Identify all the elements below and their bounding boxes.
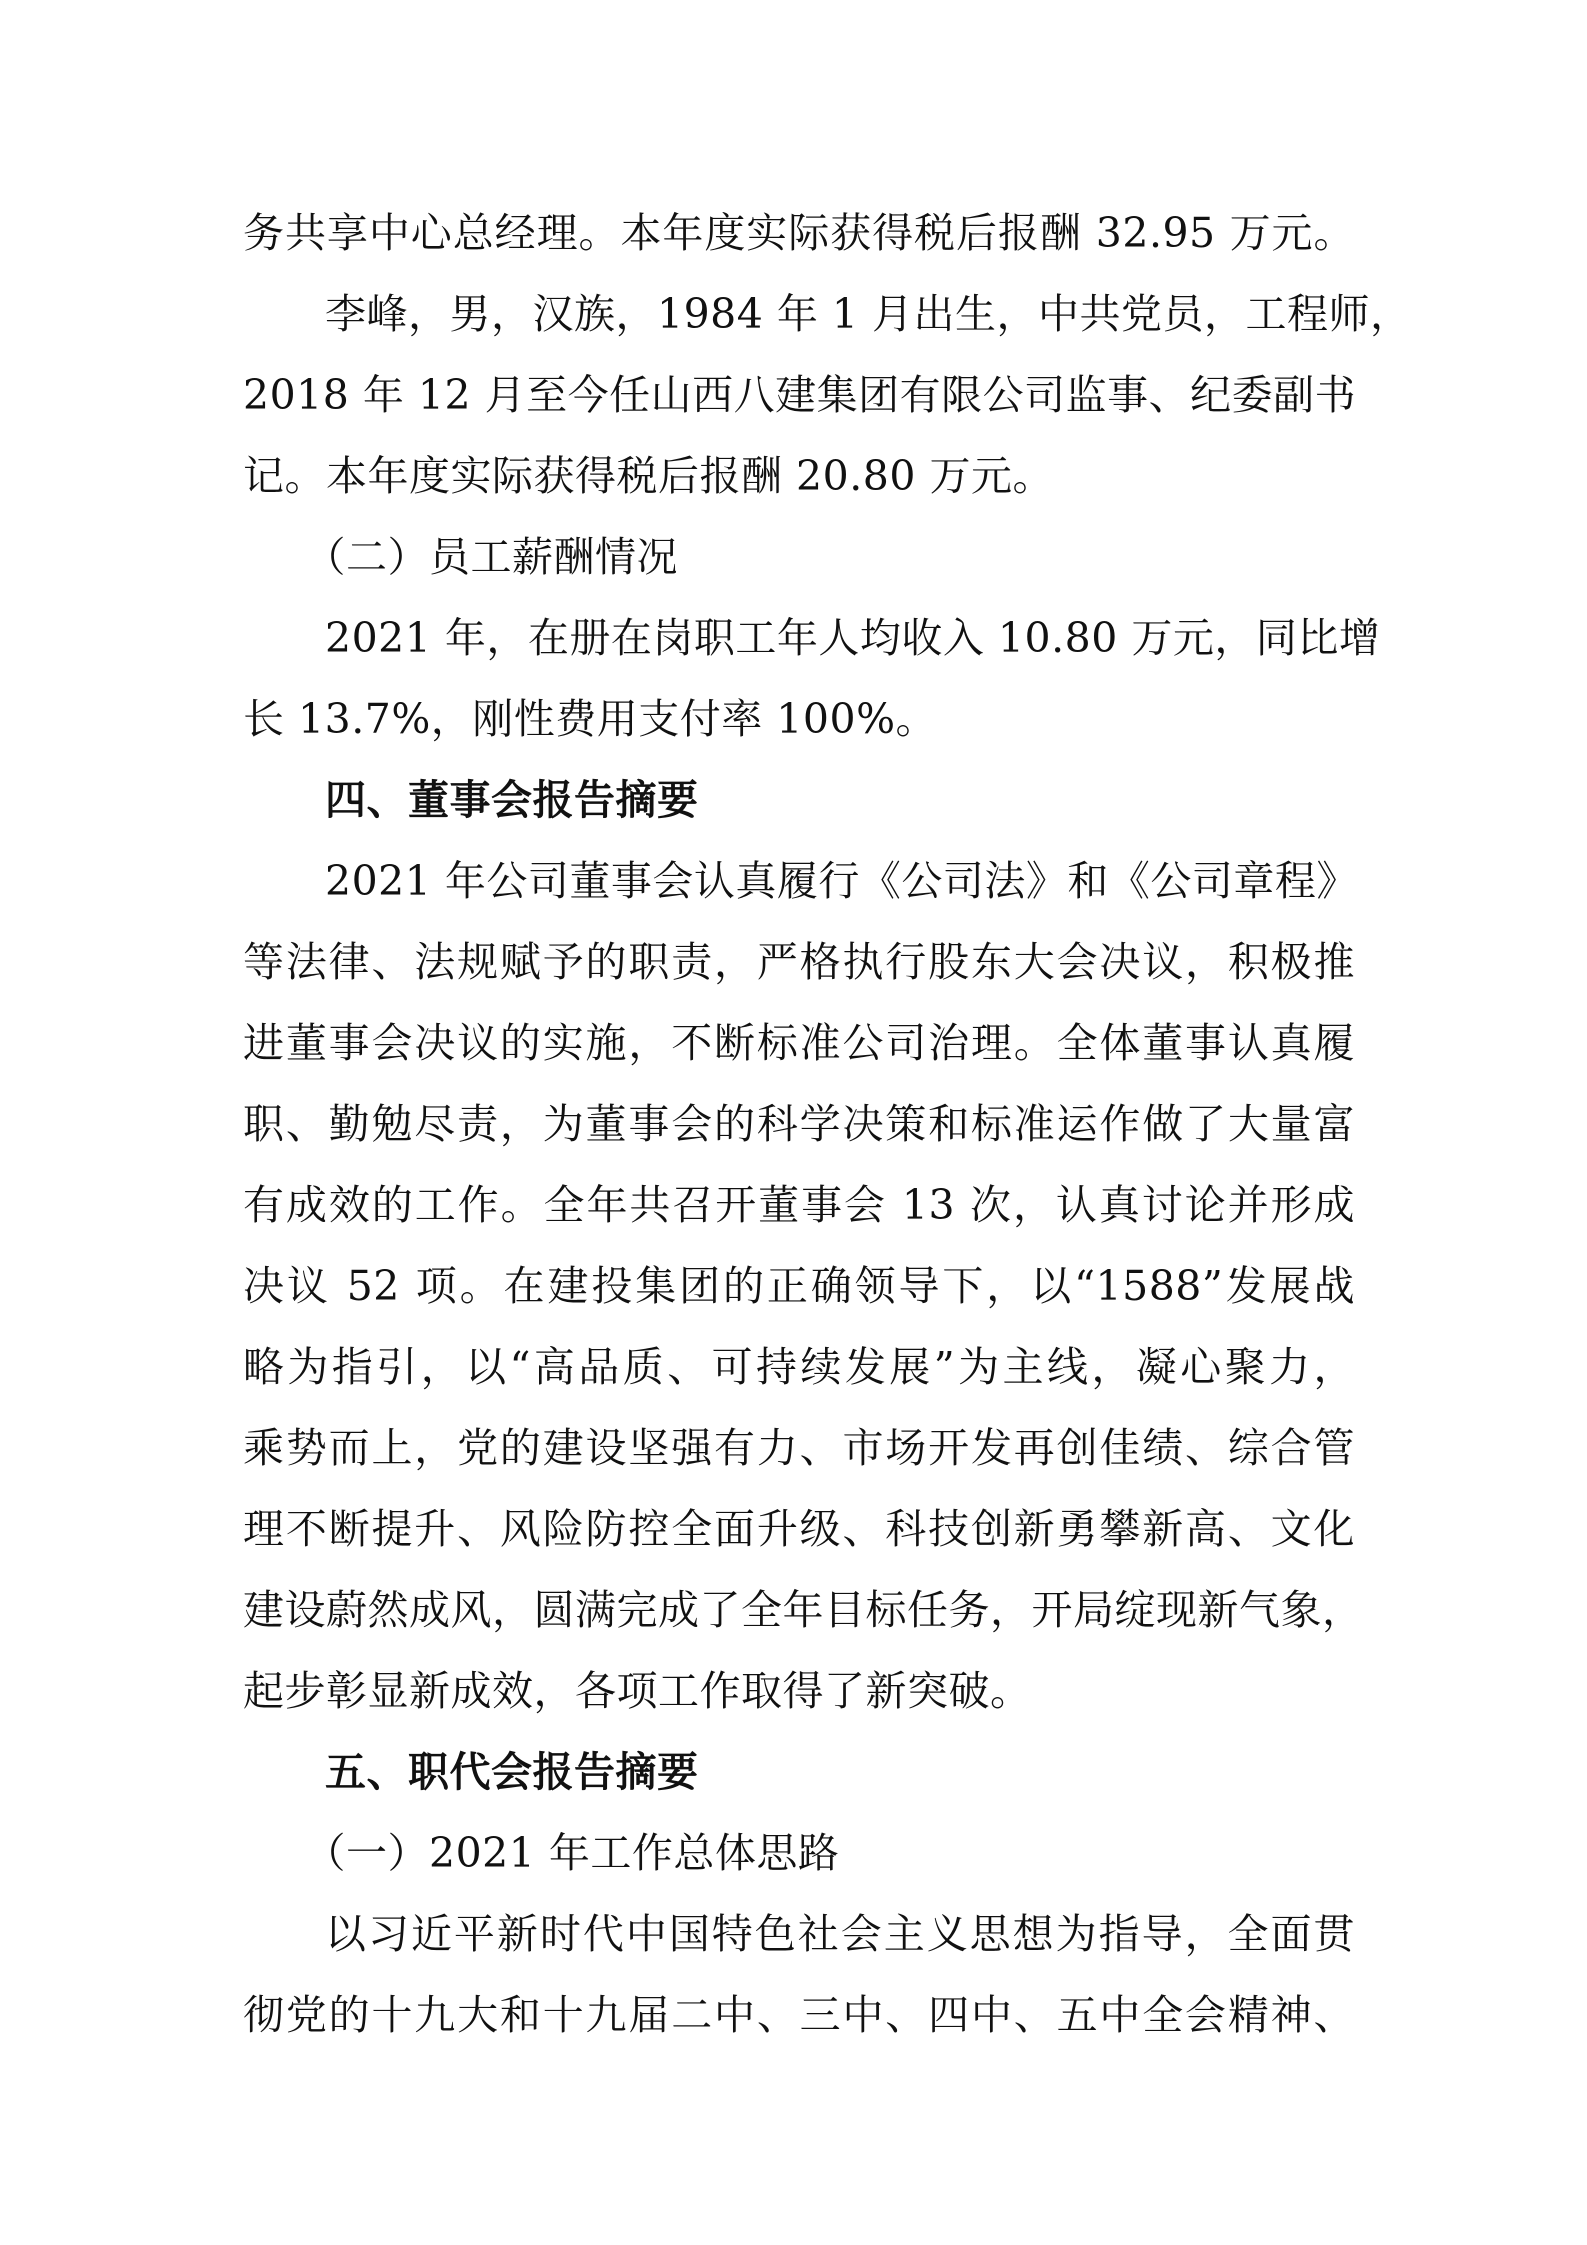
text-line: 彻党的十九大和十九届二中、三中、四中、五中全会精神、 — [243, 1991, 1355, 2039]
text-line: 2021 年公司董事会认真履行《公司法》和《公司章程》 — [325, 857, 1358, 905]
text-line: 有成效的工作。全年共召开董事会 13 次，认真讨论并形成 — [243, 1181, 1355, 1229]
text-line: 2021 年，在册在岗职工年人均收入 10.80 万元，同比增 — [325, 614, 1381, 662]
heading-text: 五、职代会报告摘要 — [325, 1748, 699, 1796]
text-line: 以习近平新时代中国特色社会主义思想为指导，全面贯 — [325, 1910, 1355, 1958]
heading-board-report-summary — [243, 760, 1355, 841]
text-line: 决议 52 项。在建投集团的正确领导下，以“1588”发展战 — [243, 1262, 1355, 1310]
text-line: 务共享中心总经理。本年度实际获得税后报酬 32.95 万元。 — [243, 209, 1355, 257]
text-line: 进董事会决议的实施，不断标准公司治理。全体董事认真履 — [243, 1019, 1355, 1067]
text-line: 记。本年度实际获得税后报酬 20.80 万元。 — [243, 452, 1054, 500]
paragraph-board-report — [243, 841, 1364, 1732]
paragraph-li-feng-bio — [243, 274, 1412, 517]
subheading-employee-compensation — [243, 517, 1355, 598]
text-line: 略为指引，以“高品质、可持续发展”为主线，凝心聚力， — [243, 1343, 1355, 1391]
text-line: 乘势而上，党的建设坚强有力、市场开发再创佳绩、综合管 — [243, 1424, 1355, 1472]
subheading-text: （一）2021 年工作总体思路 — [304, 1829, 840, 1877]
subheading-2021-overall-approach — [243, 1813, 1355, 1894]
paragraph-guiding-thought — [243, 1894, 1355, 2056]
text-line: 等法律、法规赋予的职责，严格执行股东大会决议，积极推 — [243, 938, 1355, 986]
paragraph-employee-income — [243, 598, 1381, 760]
text-line: 起步彰显新成效，各项工作取得了新突破。 — [243, 1667, 1032, 1715]
subheading-text: （二）员工薪酬情况 — [304, 533, 678, 581]
paragraph-manager-bio-end — [243, 193, 1355, 274]
text-line: 长 13.7%，刚性费用支付率 100%。 — [243, 695, 938, 743]
text-line: 李峰，男，汉族，1984 年 1 月出生，中共党员，工程师， — [325, 290, 1412, 338]
text-line: 建设蔚然成风，圆满完成了全年目标任务，开局绽现新气象， — [243, 1586, 1364, 1634]
document-page — [243, 193, 1412, 2056]
text-line: 理不断提升、风险防控全面升级、科技创新勇攀新高、文化 — [243, 1505, 1355, 1553]
heading-workers-congress-summary — [243, 1732, 1355, 1813]
text-line: 职、勤勉尽责，为董事会的科学决策和标准运作做了大量富 — [243, 1100, 1355, 1148]
text-line: 2018 年 12 月至今任山西八建集团有限公司监事、纪委副书 — [243, 371, 1357, 419]
heading-text: 四、董事会报告摘要 — [325, 776, 699, 824]
